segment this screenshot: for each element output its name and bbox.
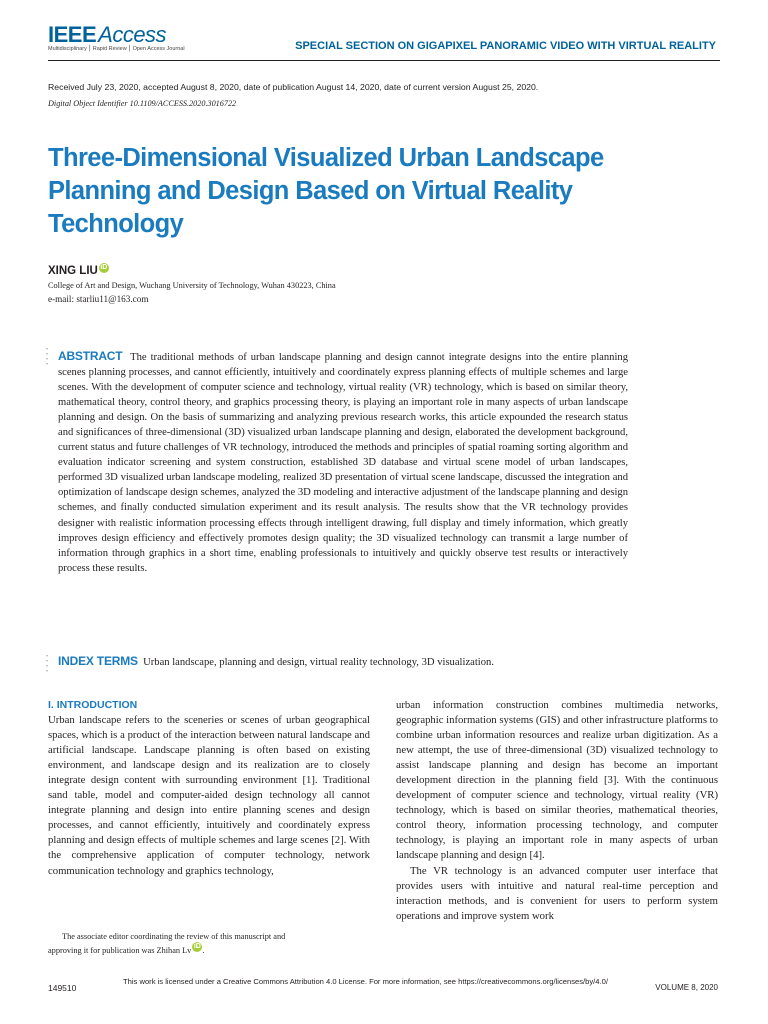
abstract-dots-icon: • • • • xyxy=(46,347,49,368)
footnote-line-2-end: . xyxy=(202,945,205,955)
paper-title: Three-Dimensional Visualized Urban Landscape Planning and Design Based on Virtual Reality Technology xyxy=(48,144,604,238)
intro-paragraph-3: The VR technology is an advanced computer user interface that provides users with intuitive and natural real-time perception and interaction methods, and is convenient for users to perform system operations and improve system work xyxy=(396,864,718,922)
footnote-line-1: The associate editor coordinating the review of this manuscript and xyxy=(62,932,286,941)
orcid-icon-editor[interactable]: iD xyxy=(193,942,201,950)
index-terms-text: Urban landscape, planning and design, virtual reality technology, 3D visualization. xyxy=(143,657,494,668)
doi: Digital Object Identifier 10.1109/ACCESS.2020.3016722 xyxy=(48,99,237,108)
received-dates: Received July 23, 2020, accepted August 8, 2020, date of publication August 14, 2020, date of current version August 25, 2020. xyxy=(48,82,539,92)
affiliation: College of Art and Design, Wuchang University of Technology, Wuhan 430223, China xyxy=(48,281,336,290)
volume: VOLUME 8, 2020 xyxy=(655,983,718,992)
logo-ieee-text: IEEE xyxy=(48,22,97,47)
author xyxy=(48,265,109,277)
abstract-text: The traditional methods of urban landscape planning and design cannot integrate designs into the entire planning scenes planning processes, and cannot efficiently, intuitively and coordinately express planning effects of multiple schemes and large scenes. With the development of computer science and technology, virtual reality (VR) technology, which is based on similar theory, mathematical theory, control theory, and graphics processing theory, is playing an important role in many aspects of urban landscape planning and design. On the basis of summarizing and analyzing previous research works, this article expounded the research status and significances of three-dimensional (3D) visualized urban landscape planning and design, elaborated the development background, current status and future challenges of VR technology, introduced the methods and principles of spatial roaming sorting algorithm and evaluation indicator screening and system construction, established 3D database and virtual scene model of urban landscapes, performed 3D visualized urban landscape modeling, realized 3D presentation of virtual scene landscape, discussed the integration and optimization of landscape design schemes, analyzed the 3D modeling and interactive adjustment of the landscape planning and design schemes, and finally conducted simulation experiment and its result analysis. The results show that the VR technology provides designer with realistic information processing effects through intelligent drawing, full display and timely information, which greatly improves design efficiency and effectively promotes design quality; the 3D visualized technology can transmit a large number of information through graphics in a short time, enabling professionals to intuitively and quickly observe test results or interactively process these results. xyxy=(58,352,628,574)
logo-tagline: Multidisciplinary ⎮ Rapid Review ⎮ Open Access Journal xyxy=(48,46,185,52)
author-name: XING LIU xyxy=(48,265,98,277)
section-heading: I. INTRODUCTION xyxy=(48,699,138,711)
abstract-label: ABSTRACT xyxy=(58,349,123,363)
left-column xyxy=(48,698,370,879)
email: e-mail: starliu11@163.com xyxy=(48,294,149,304)
header-divider xyxy=(48,60,720,61)
abstract xyxy=(58,349,628,576)
page-number: 149510 xyxy=(48,983,77,993)
license-note: This work is licensed under a Creative Commons Attribution 4.0 License. For more information, see https://creativecommons.org/licenses/by/4.0/ xyxy=(123,977,608,986)
intro-paragraph-1: Urban landscape refers to the sceneries or scenes of urban geographical spaces, which is a product of the interaction between natural landscape and artificial landscape. Landscape planning is often based on existing environment, and landscape design and its realization are to closely integrate design content with surrounding environment [1]. Traditional sand table, model and computer-aided design technology all cannot integrate planning and design into entire planning scenes and design processes, and cannot efficiently, intuitively and coordinately express planning and design effects of multiple schemes and large scenes [2]. With the comprehensive application of computer technology, network communication technology and graphics technology, xyxy=(48,714,370,877)
index-terms-dots-icon: • • • • xyxy=(46,654,49,675)
index-terms xyxy=(58,654,628,668)
logo-access-text: Access xyxy=(98,22,167,47)
footnote xyxy=(48,930,370,957)
index-terms-label: INDEX TERMS xyxy=(58,654,138,668)
right-column xyxy=(396,698,718,924)
intro-paragraph-2: urban information construction combines multimedia networks, geographic information systems (GIS) and other infrastructure platforms to combine urban information resources and realize urban digitization. As a new attempt, the use of three-dimensional (3D) visualized technology to assist landscape planning and design has become an important development direction in the planning field [3]. With the continuous development of computer science and technology, virtual reality (VR) technology, which is based on similar theories, mathematical theories, control theory, information processing technology, and computer technology, is playing an important role in many aspects of urban landscape planning and design [4]. xyxy=(396,699,718,862)
special-section-title: SPECIAL SECTION ON GIGAPIXEL PANORAMIC VIDEO WITH VIRTUAL REALITY xyxy=(295,40,716,52)
footnote-line-2: approving it for publication was Zhihan Lv xyxy=(48,945,192,955)
ieee-access-logo xyxy=(48,22,166,48)
orcid-icon[interactable]: iD xyxy=(100,264,108,271)
